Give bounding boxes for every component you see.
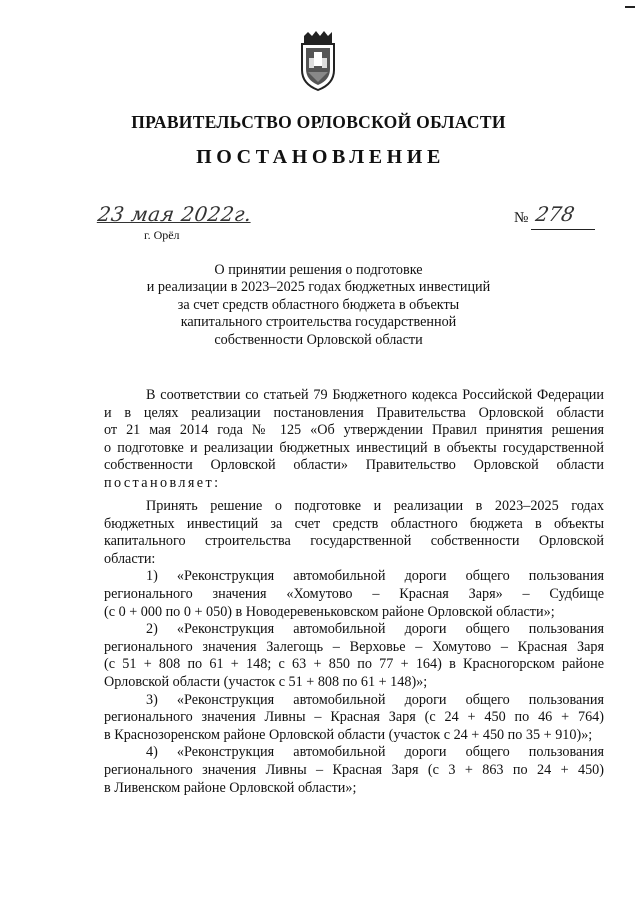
text-line: В соответствии со статьей 79 Бюджетного кодекса Российской Федерации [146, 387, 604, 403]
subject-line: и реализации в 2023–2025 годах бюджетных инвестиций [146, 279, 491, 296]
list-item-line: Орловской области (участок с 51 + 808 по 61 + 148)»; [104, 673, 428, 690]
list-item-line: 4) «Реконструкция автомобильной дороги общего пользования [146, 744, 604, 761]
text-line: бюджетных инвестиций за счет средств областного бюджета в объекты [104, 515, 604, 532]
text-line: и в целях реализации постановления Правительства Орловской области [104, 404, 604, 421]
coat-of-arms-emblem [298, 30, 338, 92]
number-underline [531, 229, 595, 230]
corner-mark [625, 6, 635, 8]
list-item-line: регионального значения Залегощь – Верховье – Хомутово – Красная Заря [104, 638, 604, 655]
list-item-line: 3) «Реконструкция автомобильной дороги общего пользования [146, 691, 604, 708]
subject-line: за счет средств областного бюджета в объекты [177, 296, 460, 313]
list-item-line: регионального значения Ливны – Красная Заря (с 24 + 450 по 46 + 764) [104, 709, 604, 726]
list-item-line: 2) «Реконструкция автомобильной дороги общего пользования [146, 621, 604, 638]
city-label: г. Орёл [144, 228, 180, 242]
handwritten-date: 23 мая 2022г. [96, 202, 254, 226]
text-line: области: [104, 550, 156, 567]
list-item-line: (с 51 + 808 по 61 + 148; с 63 + 850 по 77 + 164) в Красногорском районе [104, 656, 604, 673]
document-type-title: ПОСТАНОВЛЕНИЕ [196, 146, 445, 168]
list-item-line: регионального значения Ливны – Красная Заря (с 3 + 863 по 24 + 450) [104, 761, 604, 778]
list-item-line: в Ливенском районе Орловской области»; [104, 779, 357, 796]
subject-line: собственности Орловской области [214, 331, 423, 348]
text-line: о подготовке и реализации бюджетных инвестиций в объекты государственной [104, 439, 604, 456]
text-line: постановляет: [104, 474, 221, 491]
number-label: № [514, 210, 529, 226]
text-line: Принять решение о подготовке и реализации в 2023–2025 годах [146, 498, 604, 514]
subject-line: О принятии решения о подготовке [214, 262, 423, 278]
list-item-line: регионального значения «Хомутово – Красная Заря» – Судбище [104, 585, 604, 602]
government-title: ПРАВИТЕЛЬСТВО ОРЛОВСКОЙ ОБЛАСТИ [131, 112, 506, 132]
document-subject [0, 262, 637, 349]
subject-line: капитального строительства государственной [180, 314, 457, 331]
text-line: собственности Орловской области» Правительство Орловской области [104, 457, 604, 474]
text-line: от 21 мая 2014 года № 125 «Об утверждении Правил принятия решения [104, 422, 604, 439]
intro-paragraph [104, 387, 604, 493]
handwritten-number: 278 [533, 202, 577, 226]
text-line: капитального строительства государственной собственности Орловской [104, 533, 604, 550]
list-item-line: (с 0 + 000 по 0 + 050) в Новодеревеньковском районе Орловской области»; [104, 603, 555, 620]
list-item-line: в Краснозоренском районе Орловской области (участок с 24 + 450 по 35 + 910)»; [104, 726, 593, 743]
decision-paragraph [104, 498, 604, 797]
list-item-line: 1) «Реконструкция автомобильной дороги общего пользования [146, 568, 604, 585]
